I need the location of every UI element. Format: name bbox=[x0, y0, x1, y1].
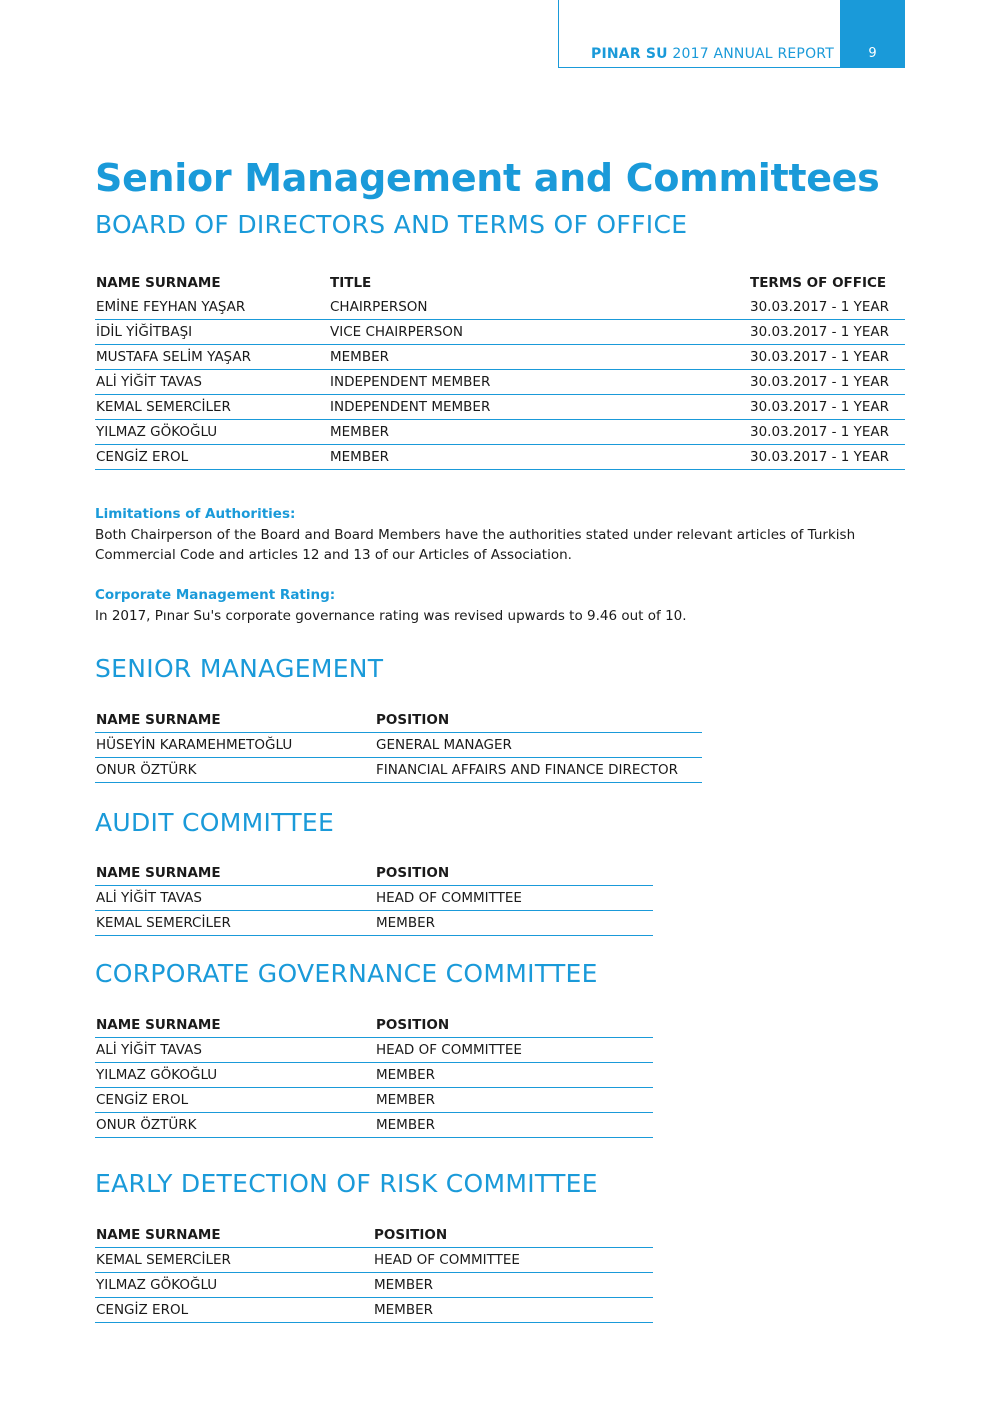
table-row bbox=[95, 1248, 653, 1273]
board-table bbox=[95, 270, 905, 470]
column-header: NAME SURNAME bbox=[96, 274, 221, 291]
column-header: POSITION bbox=[375, 860, 653, 886]
risk-committee-table bbox=[95, 1222, 653, 1323]
table-row bbox=[95, 320, 905, 345]
member-name: EMİNE FEYHAN YAŞAR bbox=[95, 295, 329, 320]
member-term: 30.03.2017 - 1 YEAR bbox=[749, 320, 905, 345]
column-header: NAME SURNAME bbox=[95, 1222, 373, 1248]
member-title: MEMBER bbox=[329, 345, 749, 370]
member-name: HÜSEYİN KARAMEHMETOĞLU bbox=[95, 733, 375, 758]
member-title: MEMBER bbox=[329, 445, 749, 470]
column-header: NAME SURNAME bbox=[95, 707, 375, 733]
member-position: MEMBER bbox=[375, 911, 653, 936]
member-name: İDİL YİĞİTBAŞI bbox=[95, 320, 329, 345]
member-title: VICE CHAIRPERSON bbox=[329, 320, 749, 345]
rating-heading: Corporate Management Rating: bbox=[95, 587, 336, 603]
member-name: ONUR ÖZTÜRK bbox=[95, 1113, 375, 1138]
limitations-body: Both Chairperson of the Board and Board Members have the authorities stated under relevant articles of Turkish Commercial Code and articles 12 and 13 of our Articles of Association. bbox=[95, 527, 856, 563]
column-header: TERMS OF OFFICE bbox=[750, 274, 887, 291]
table-row bbox=[95, 395, 905, 420]
member-name: KEMAL SEMERCİLER bbox=[95, 395, 329, 420]
member-name: ALİ YİĞİT TAVAS bbox=[95, 370, 329, 395]
report-name: 2017 ANNUAL REPORT bbox=[667, 46, 834, 62]
member-position: HEAD OF COMMITTEE bbox=[375, 1038, 653, 1063]
table-row bbox=[95, 1088, 653, 1113]
member-term: 30.03.2017 - 1 YEAR bbox=[749, 420, 905, 445]
member-title: CHAIRPERSON bbox=[329, 295, 749, 320]
member-position: HEAD OF COMMITTEE bbox=[373, 1248, 653, 1273]
member-term: 30.03.2017 - 1 YEAR bbox=[749, 445, 905, 470]
member-name: KEMAL SEMERCİLER bbox=[95, 1248, 373, 1273]
member-name: ONUR ÖZTÜRK bbox=[95, 758, 375, 783]
member-name: CENGİZ EROL bbox=[95, 1298, 373, 1323]
limitations-heading: Limitations of Authorities: bbox=[95, 506, 296, 522]
member-position: MEMBER bbox=[375, 1113, 653, 1138]
member-position: GENERAL MANAGER bbox=[375, 733, 702, 758]
table-header-row bbox=[95, 860, 653, 886]
table-header-row bbox=[95, 707, 702, 733]
column-header: NAME SURNAME bbox=[95, 860, 375, 886]
member-name: MUSTAFA SELİM YAŞAR bbox=[95, 345, 329, 370]
audit-committee-table bbox=[95, 860, 653, 936]
member-term: 30.03.2017 - 1 YEAR bbox=[749, 370, 905, 395]
member-name: ALİ YİĞİT TAVAS bbox=[95, 1038, 375, 1063]
column-header: TITLE bbox=[330, 274, 372, 291]
page-number-tab bbox=[840, 0, 905, 68]
member-name: KEMAL SEMERCİLER bbox=[95, 911, 375, 936]
table-header-row bbox=[95, 1012, 653, 1038]
table-row bbox=[95, 445, 905, 470]
member-title: INDEPENDENT MEMBER bbox=[329, 395, 749, 420]
audit-committee-title: AUDIT COMMITTEE bbox=[95, 808, 335, 837]
member-term: 30.03.2017 - 1 YEAR bbox=[749, 295, 905, 320]
member-position: MEMBER bbox=[375, 1088, 653, 1113]
member-title: INDEPENDENT MEMBER bbox=[329, 370, 749, 395]
senior-management-title: SENIOR MANAGEMENT bbox=[95, 654, 384, 683]
risk-committee-title: EARLY DETECTION OF RISK COMMITTEE bbox=[95, 1169, 598, 1198]
table-row bbox=[95, 295, 905, 320]
report-header bbox=[591, 46, 834, 62]
table-row bbox=[95, 733, 702, 758]
table-header-row bbox=[95, 1222, 653, 1248]
member-name: YILMAZ GÖKOĞLU bbox=[95, 1273, 373, 1298]
table-row bbox=[95, 345, 905, 370]
table-row bbox=[95, 886, 653, 911]
table-row bbox=[95, 758, 702, 783]
member-position: MEMBER bbox=[373, 1273, 653, 1298]
column-header: POSITION bbox=[375, 707, 702, 733]
board-section-title: BOARD OF DIRECTORS AND TERMS OF OFFICE bbox=[95, 210, 688, 239]
table-header-row bbox=[95, 270, 905, 295]
brand-name: PINAR SU bbox=[591, 46, 668, 62]
member-position: MEMBER bbox=[375, 1063, 653, 1088]
member-name: YILMAZ GÖKOĞLU bbox=[95, 420, 329, 445]
member-name: CENGİZ EROL bbox=[95, 1088, 375, 1113]
rating-body: In 2017, Pınar Su's corporate governance rating was revised upwards to 9.46 out of 10. bbox=[95, 608, 687, 624]
page-number: 9 bbox=[868, 46, 877, 61]
table-row bbox=[95, 1273, 653, 1298]
governance-committee-title: CORPORATE GOVERNANCE COMMITTEE bbox=[95, 959, 598, 988]
member-name: YILMAZ GÖKOĞLU bbox=[95, 1063, 375, 1088]
member-name: CENGİZ EROL bbox=[95, 445, 329, 470]
member-position: FINANCIAL AFFAIRS AND FINANCE DIRECTOR bbox=[375, 758, 702, 783]
table-row bbox=[95, 1063, 653, 1088]
member-term: 30.03.2017 - 1 YEAR bbox=[749, 345, 905, 370]
table-row bbox=[95, 1113, 653, 1138]
table-row bbox=[95, 370, 905, 395]
member-name: ALİ YİĞİT TAVAS bbox=[95, 886, 375, 911]
table-row bbox=[95, 911, 653, 936]
governance-committee-table bbox=[95, 1012, 653, 1138]
table-row bbox=[95, 1298, 653, 1323]
senior-management-table bbox=[95, 707, 702, 783]
member-term: 30.03.2017 - 1 YEAR bbox=[749, 395, 905, 420]
table-row bbox=[95, 420, 905, 445]
member-position: HEAD OF COMMITTEE bbox=[375, 886, 653, 911]
table-row bbox=[95, 1038, 653, 1063]
member-title: MEMBER bbox=[329, 420, 749, 445]
column-header: POSITION bbox=[375, 1012, 653, 1038]
member-position: MEMBER bbox=[373, 1298, 653, 1323]
column-header: NAME SURNAME bbox=[95, 1012, 375, 1038]
page-title: Senior Management and Committees bbox=[95, 156, 880, 200]
column-header: POSITION bbox=[373, 1222, 653, 1248]
